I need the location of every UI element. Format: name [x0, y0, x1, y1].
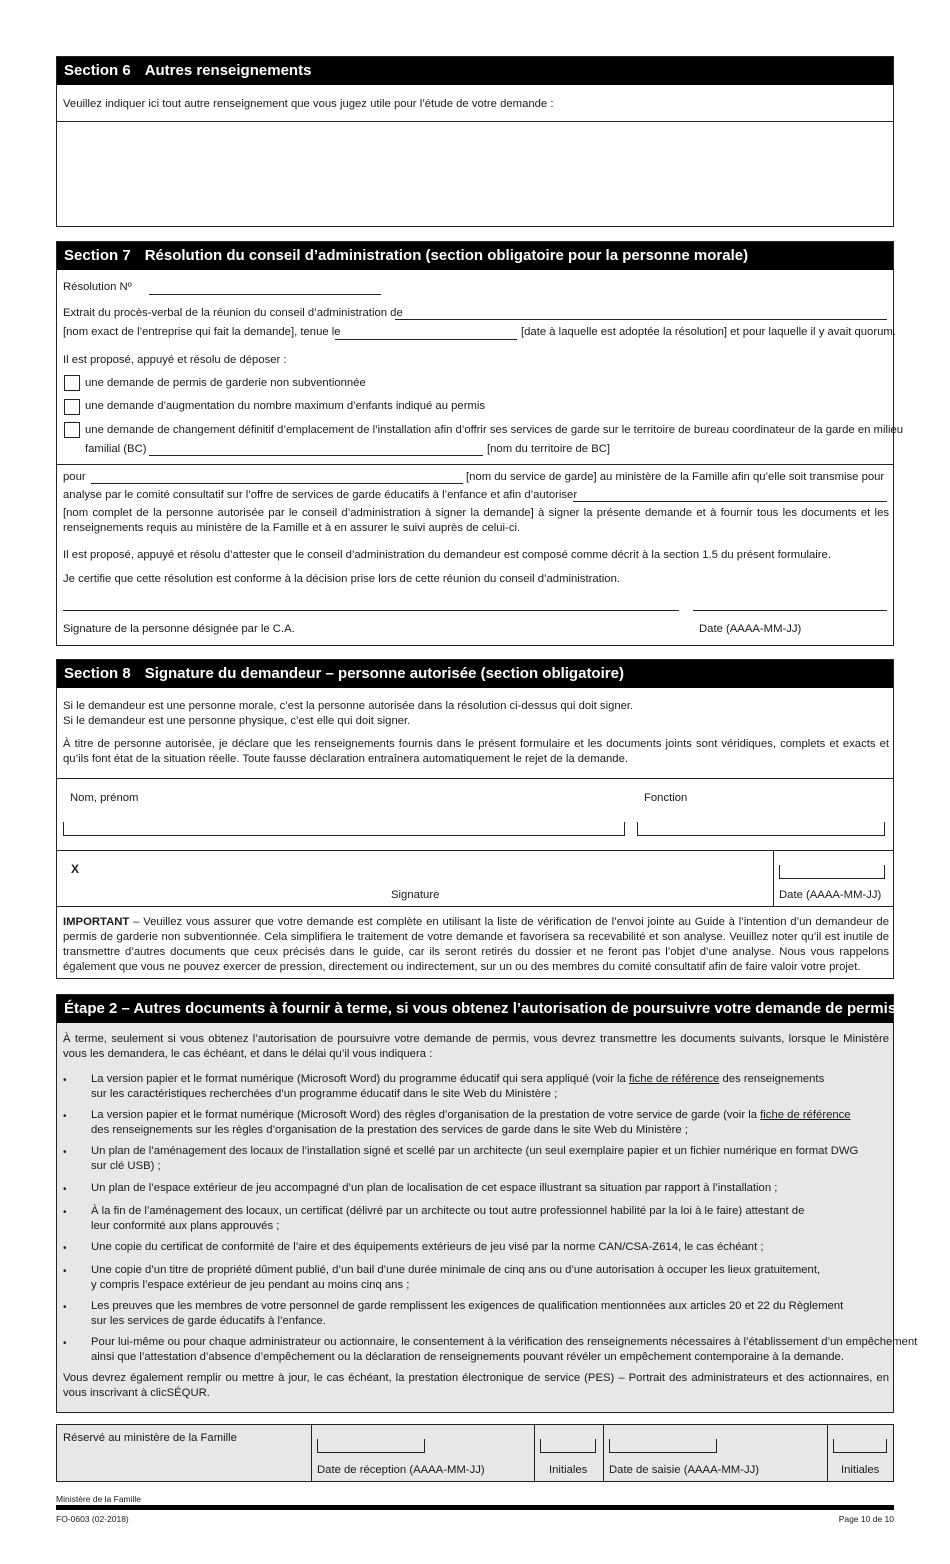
date-adoptee-label: [date à laquelle est adoptée la résolution] et pour laquelle il y avait quorum. — [521, 326, 896, 338]
certifie-text: Je certifie que cette résolution est conforme à la décision prise lors de cette réunion du conseil d’administration. — [63, 573, 620, 585]
change-location-label: une demande de changement définitif d’emplacement de l’installation afin d’offrir ses services de garde sur le territoire de bureau coordinateur de la garde en milieu — [85, 424, 904, 436]
section-7 — [56, 241, 904, 646]
bc-territory-label: [nom du territoire de BC] — [487, 443, 611, 455]
item-6: Une copie du certificat de conformité de l’aire et des équipements extérieurs de jeu visé par la norme CAN/CSA-Z614, le cas échéant ; — [91, 1241, 764, 1253]
permit-request-checkbox[interactable] — [64, 375, 80, 391]
item-8-line-a: Les preuves que les membres de votre personnel de garde remplissent les exigences de qualification mentionnées aux articles 20 et 22 du Règlement — [91, 1300, 844, 1312]
analyse-label: analyse par le comité consultatif sur l’offre de services de garde éducatifs à l’enfance et afin d’autoriser — [63, 489, 578, 501]
reception-date-field[interactable] — [317, 1439, 425, 1453]
item-1-text-a: La version papier et le format numérique (Microsoft Word) du programme éducatif qui sera appliqué (voir la — [91, 1073, 629, 1085]
increase-capacity-label: une demande d’augmentation du nombre maximum d’enfants indiqué au permis — [85, 400, 486, 412]
morale-text: Si le demandeur est une personne morale, c’est la personne autorisée dans la résolution ci-dessus qui doit signer. — [63, 700, 634, 712]
etape-2 — [56, 994, 918, 1413]
item-8-line-b: sur les services de garde éducatifs à l’enfance. — [91, 1315, 326, 1327]
item-1-text-b: des renseignements — [719, 1073, 825, 1085]
ca-date-label: Date (AAAA-MM-JJ) — [699, 623, 802, 635]
declare-text: À titre de personne autorisée, je déclare que les renseignements fournis dans le présent formulaire et les documents joints sont véridiques, complets et exacts et qu’ils font état de la situation réelle. Toute fausse déclaration entraînera automatiquement le rejet de la demande. — [63, 738, 889, 765]
ca-signature-field[interactable] — [63, 610, 679, 611]
section-6-header — [57, 57, 893, 85]
footer-form-code: FO-0603 (02-2018) — [56, 1514, 129, 1524]
bullet-9: • — [63, 1338, 67, 1349]
nom-label: Nom, prénom — [70, 792, 139, 804]
item-9-line-a: Pour lui-même ou pour chaque administrateur ou actionnaire, le consentement à la vérification des renseignements nécessaires à l’établissement d’un empêchement — [91, 1336, 918, 1348]
fonction-label: Fonction — [644, 792, 688, 804]
important-bold: IMPORTANT — [63, 916, 130, 928]
propose-label: Il est proposé, appuyé et résolu de déposer : — [63, 354, 287, 366]
bc-territory-field[interactable] — [149, 455, 483, 456]
service-name-field[interactable] — [91, 483, 463, 484]
company-name-field[interactable] — [395, 319, 887, 320]
footer-ministere: Ministère de la Famille — [56, 1494, 142, 1504]
section-6-number: Section 6 — [64, 62, 131, 79]
other-info-textarea[interactable] — [57, 122, 893, 226]
atteste-text: Il est proposé, appuyé et résolu d’attester que le conseil d’administration du demandeur est composé comme décrit à la section 1.5 du présent formulaire. — [63, 549, 831, 561]
nom-field[interactable] — [63, 822, 625, 836]
etape-2-header — [57, 995, 897, 1023]
reserved-label: Réservé au ministère de la Famille — [63, 1432, 237, 1444]
ca-signature-label: Signature de la personne désignée par le C.A. — [63, 623, 295, 635]
saisie-date-label: Date de saisie (AAAA-MM-JJ) — [609, 1464, 760, 1476]
item-2-fiche-link[interactable]: fiche de référence — [760, 1109, 851, 1121]
x-mark: X — [71, 862, 80, 876]
bullet-2: • — [63, 1111, 67, 1122]
section-8-header — [57, 660, 893, 688]
section-7-title: Résolution du conseil d’administration (section obligatoire pour la personne morale) — [144, 247, 749, 264]
change-location-checkbox[interactable] — [64, 422, 80, 438]
saisie-date-field[interactable] — [609, 1439, 717, 1453]
fonction-field[interactable] — [637, 822, 885, 836]
item-2-text-a: La version papier et le format numérique (Microsoft Word) des règles d’organisation de la prestation de votre service de garde (voir la — [91, 1109, 761, 1121]
bullet-3: • — [63, 1147, 67, 1158]
initiales-1-label: Initiales — [549, 1464, 588, 1476]
important-text: – Veuillez vous assurer que votre demande est complète en utilisant la liste de vérification de l’envoi jointe au Guide à l’intention d’un demandeur de permis de garderie non subventionnée. Cela simplifiera le traitement de votre demande et favorisera sa recevabilité et son analyse. Veuillez noter qu’il est inutile de transmettre d’autres documents que ceux précisés dans le guide, car ils seront retirés du dossier et ne feront pas l’objet d’une analyse. Nous vous rappelons également que vous ne pouvez exercer de pression, directement ou indirectement, sur un ou des membres du comité consultatif afin de faire valoir votre projet. — [63, 916, 889, 973]
change-location-bc-label: familial (BC) — [85, 443, 147, 455]
etape-2-title: Étape 2 – Autres documents à fournir à terme, si vous obtenez l’autorisation de poursuivre votre demande de permis — [64, 1000, 897, 1017]
footer-rule — [56, 1505, 894, 1510]
initiales-2-label: Initiales — [841, 1464, 880, 1476]
applicant-date-label: Date (AAAA-MM-JJ) — [779, 889, 882, 901]
bullet-4: • — [63, 1184, 67, 1195]
item-5-line-b: leur conformité aux plans approuvés ; — [91, 1220, 280, 1232]
nom-exact-label: [nom exact de l’entreprise qui fait la demande], tenue le — [63, 326, 341, 338]
item-7-line-a: Une copie d’un titre de propriété dûment publié, d’un bail d’une durée minimale de cinq ans ou d’une autorisation à occuper les lieux gratuitement, — [91, 1264, 821, 1276]
item-1-fiche-link[interactable]: fiche de référence — [628, 1073, 720, 1085]
resolution-number-field[interactable] — [149, 294, 381, 295]
authorized-person-field[interactable] — [573, 501, 887, 502]
bullet-1: • — [63, 1075, 67, 1086]
extrait-label: Extrait du procès-verbal de la réunion du conseil d’administration de — [63, 307, 403, 319]
section-8 — [56, 659, 894, 979]
section-7-header — [57, 242, 893, 270]
item-4: Un plan de l’espace extérieur de jeu accompagné d’un plan de localisation de cet espace illustrant sa situation par rapport à l’installation ; — [91, 1182, 778, 1194]
resolution-number-label: Résolution Nº — [63, 281, 132, 293]
footer-page-number: Page 10 de 10 — [838, 1514, 894, 1524]
item-3-line-b: sur clé USB) ; — [91, 1160, 161, 1172]
section-6 — [56, 56, 894, 227]
section-8-title: Signature du demandeur – personne autorisée (section obligatoire) — [144, 665, 624, 682]
initiales-2-field[interactable] — [833, 1439, 887, 1453]
section-8-number: Section 8 — [64, 665, 131, 682]
signature-label: Signature — [391, 889, 440, 901]
reserved-box — [56, 1424, 894, 1482]
etape-2-outro: Vous devrez également remplir ou mettre à jour, le cas échéant, la prestation électronique de service (PES) – Portrait des administrateurs et des actionnaires, en vous inscrivant à clicSÉQUR. — [63, 1372, 889, 1399]
physique-text: Si le demandeur est une personne physique, c’est elle qui doit signer. — [63, 715, 411, 727]
nom-complet-text: [nom complet de la personne autorisée par le conseil d’administration à signer la demande] à signer la présente demande et à fournir tous les documents et les renseignements requis au ministère de la Famille et à en assurer le suivi auprès de celui-ci. — [63, 507, 889, 534]
item-5-line-a: À la fin de l’aménagement des locaux, un certificat (délivré par un architecte ou tout autre professionnel habilité par la loi à le faire) attestant de — [91, 1205, 805, 1217]
reception-date-label: Date de réception (AAAA-MM-JJ) — [317, 1464, 485, 1476]
item-2-line-b: des renseignements sur les règles d’organisation de la prestation des services de garde dans le site Web du Ministère ; — [91, 1124, 688, 1136]
item-2-line-a — [91, 1108, 851, 1122]
bullet-7: • — [63, 1266, 67, 1277]
etape-2-intro: À terme, seulement si vous obtenez l’autorisation de poursuivre votre demande de permis, vous devrez transmettre les documents suivants, lorsque le Ministère vous les demandera, le cas échéant, et dans le délai qu’il vous indiquera : — [63, 1033, 889, 1060]
pour-suite-label: [nom du service de garde] au ministère de la Famille afin qu’elle soit transmise pour — [466, 471, 885, 483]
initiales-1-field[interactable] — [540, 1439, 596, 1453]
item-9-line-b: ainsi que l’attestation d’absence d’empêchement ou la déclaration de renseignements pouvant révéler un empêchement contemporaine à la demande. — [91, 1351, 844, 1363]
bullet-8: • — [63, 1302, 67, 1313]
section-6-title: Autres renseignements — [144, 62, 312, 79]
item-1-line-b: sur les caractéristiques recherchées d’un programme éducatif dans le site Web du Ministère ; — [91, 1088, 558, 1100]
item-7-line-b: y compris l’espace extérieur de jeu pendant au moins cinq ans ; — [91, 1279, 410, 1291]
pour-label: pour — [63, 471, 86, 483]
applicant-date-field[interactable] — [779, 865, 885, 879]
ca-date-field[interactable] — [693, 610, 887, 611]
item-1-line-a — [91, 1072, 824, 1086]
bullet-6: • — [63, 1243, 67, 1254]
meeting-date-field[interactable] — [335, 339, 517, 340]
increase-capacity-checkbox[interactable] — [64, 399, 80, 415]
section-7-number: Section 7 — [64, 247, 131, 264]
important-notice — [63, 915, 889, 975]
bullet-5: • — [63, 1207, 67, 1218]
section-6-prompt: Veuillez indiquer ici tout autre renseignement que vous jugez utile pour l’étude de votre demande : — [63, 98, 554, 110]
item-3-line-a: Un plan de l’aménagement des locaux de l’installation signé et scellé par un architecte (un seul exemplaire papier et un fichier numérique en format DWG — [91, 1145, 859, 1157]
permit-request-label: une demande de permis de garderie non subventionnée — [85, 377, 366, 389]
